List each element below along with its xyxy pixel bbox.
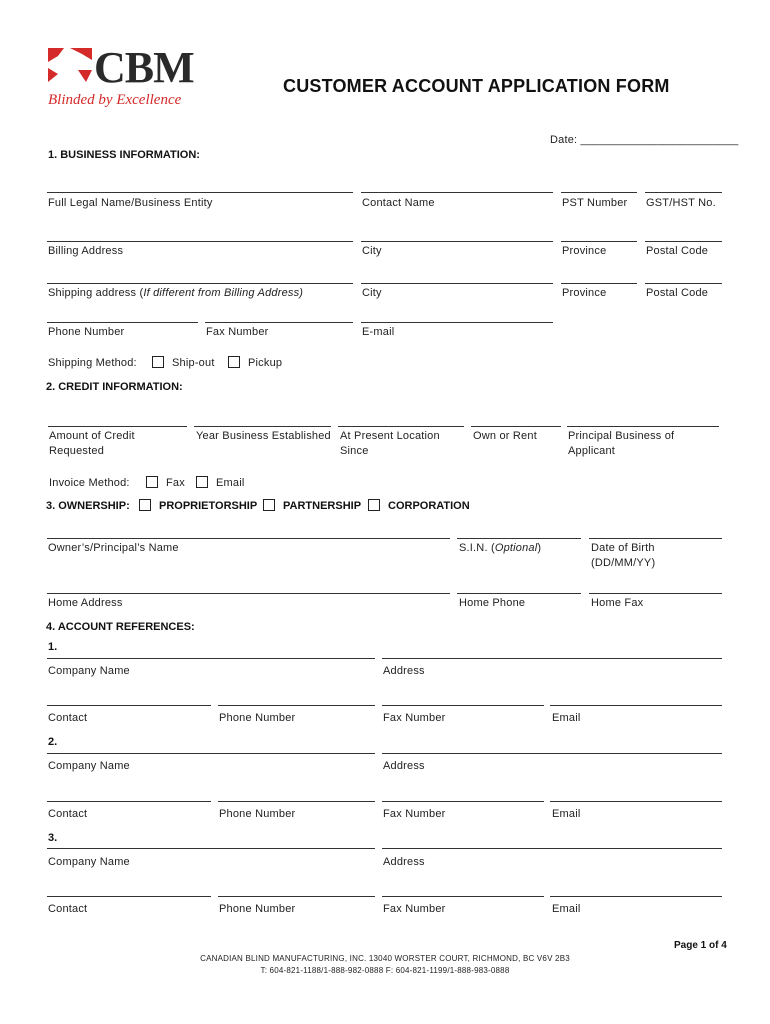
legal-name-label: Full Legal Name/Business Entity: [48, 197, 213, 209]
page-number: Page 1 of 4: [674, 940, 727, 951]
ship-out-label: Ship-out: [172, 357, 215, 369]
ref3-phone-label: Phone Number: [219, 903, 296, 915]
home-fax-label: Home Fax: [591, 597, 644, 609]
legal-name-line[interactable]: [47, 192, 353, 193]
logo-text: CBM: [94, 43, 194, 92]
billing-address-label: Billing Address: [48, 245, 124, 257]
ref1-company-label: Company Name: [48, 665, 130, 677]
ref1-email-line[interactable]: [550, 705, 722, 706]
ref2-fax-line[interactable]: [382, 801, 544, 802]
date-field[interactable]: Date: _________________________: [550, 134, 739, 146]
ref2-address-label: Address: [383, 760, 425, 772]
invoice-fax-checkbox[interactable]: [146, 476, 158, 488]
dob-label: Date of Birth (DD/MM/YY): [591, 542, 656, 569]
contact-name-label: Contact Name: [362, 197, 435, 209]
footer-contact: T: 604-821-1188/1-888-982-0888 F: 604-821-1199/1-888-983-0888: [260, 966, 510, 975]
phone-line[interactable]: [47, 322, 198, 323]
shipping-postal-label: Postal Code: [646, 287, 709, 299]
ref1-phone-line[interactable]: [218, 705, 375, 706]
phone-label: Phone Number: [48, 326, 125, 338]
ref1-company-line[interactable]: [47, 658, 375, 659]
pickup-label: Pickup: [248, 357, 283, 369]
ref3-company-line[interactable]: [47, 848, 375, 849]
year-established-line[interactable]: [194, 426, 331, 427]
gst-label: GST/HST No.: [646, 197, 716, 209]
email-label: E-mail: [362, 326, 395, 338]
dob-line[interactable]: [589, 538, 722, 539]
ref3-fax-label: Fax Number: [383, 903, 446, 915]
ref3-phone-line[interactable]: [218, 896, 375, 897]
billing-city-label: City: [362, 245, 382, 257]
owner-name-label: Owner’s/Principal’s Name: [48, 542, 179, 554]
ref2-email-line[interactable]: [550, 801, 722, 802]
pst-label: PST Number: [562, 197, 628, 209]
shipping-province-line[interactable]: [561, 283, 637, 284]
billing-postal-line[interactable]: [645, 241, 722, 242]
principal-business-label: Principal Business of Applicant: [568, 430, 675, 457]
ref1-contact-line[interactable]: [47, 705, 211, 706]
ref1-address-label: Address: [383, 665, 425, 677]
ref2-fax-label: Fax Number: [383, 808, 446, 820]
home-phone-label: Home Phone: [459, 597, 526, 609]
proprietorship-label: PROPRIETORSHIP: [159, 500, 258, 512]
principal-business-line[interactable]: [567, 426, 719, 427]
pst-line[interactable]: [561, 192, 637, 193]
home-phone-line[interactable]: [457, 593, 581, 594]
shipping-postal-line[interactable]: [645, 283, 722, 284]
present-location-line[interactable]: [338, 426, 464, 427]
ref3-address-line[interactable]: [382, 848, 722, 849]
shipping-city-label: City: [362, 287, 382, 299]
owner-name-line[interactable]: [47, 538, 450, 539]
invoice-email-checkbox[interactable]: [196, 476, 208, 488]
fax-line[interactable]: [205, 322, 353, 323]
ref1-contact-label: Contact: [48, 712, 88, 724]
ref2-email-label: Email: [552, 808, 581, 820]
invoice-method-label: Invoice Method:: [49, 477, 130, 489]
form-title: CUSTOMER ACCOUNT APPLICATION FORM: [283, 76, 670, 96]
ref1-email-label: Email: [552, 712, 581, 724]
sin-label: S.I.N. (Optional): [459, 542, 542, 554]
section-references-header: 4. ACCOUNT REFERENCES:: [46, 621, 195, 633]
shipping-city-line[interactable]: [361, 283, 553, 284]
ref3-address-label: Address: [383, 856, 425, 868]
shipping-address-label: Shipping address (If different from Billing Address): [48, 287, 304, 299]
credit-amount-label: Amount of Credit Requested: [49, 430, 135, 457]
shipping-method-label: Shipping Method:: [48, 357, 137, 369]
ref2-contact-label: Contact: [48, 808, 88, 820]
billing-city-line[interactable]: [361, 241, 553, 242]
ref1-phone-label: Phone Number: [219, 712, 296, 724]
ref2-phone-label: Phone Number: [219, 808, 296, 820]
ref3-contact-label: Contact: [48, 903, 88, 915]
pickup-checkbox[interactable]: [228, 356, 240, 368]
billing-province-line[interactable]: [561, 241, 637, 242]
present-location-label: At Present Location Since: [340, 430, 440, 457]
partnership-label: PARTNERSHIP: [283, 500, 362, 512]
ref1-fax-label: Fax Number: [383, 712, 446, 724]
gst-line[interactable]: [645, 192, 722, 193]
email-line[interactable]: [361, 322, 553, 323]
ref3-fax-line[interactable]: [382, 896, 544, 897]
ship-out-checkbox[interactable]: [152, 356, 164, 368]
ref2-phone-line[interactable]: [218, 801, 375, 802]
own-rent-line[interactable]: [471, 426, 561, 427]
corporation-checkbox[interactable]: [368, 499, 380, 511]
own-rent-label: Own or Rent: [473, 430, 537, 442]
home-address-label: Home Address: [48, 597, 123, 609]
ref2-company-label: Company Name: [48, 760, 130, 772]
ref2-number: 2.: [48, 736, 58, 748]
billing-province-label: Province: [562, 245, 607, 257]
ref1-address-line[interactable]: [382, 658, 722, 659]
sin-line[interactable]: [457, 538, 581, 539]
invoice-fax-label: Fax: [166, 477, 185, 489]
ref3-contact-line[interactable]: [47, 896, 211, 897]
billing-address-line[interactable]: [47, 241, 353, 242]
partnership-checkbox[interactable]: [263, 499, 275, 511]
ref2-company-line[interactable]: [47, 753, 375, 754]
shipping-province-label: Province: [562, 287, 607, 299]
section-credit-header: 2. CREDIT INFORMATION:: [46, 381, 183, 393]
ref1-number: 1.: [48, 641, 58, 653]
contact-name-line[interactable]: [361, 192, 553, 193]
logo-tagline: Blinded by Excellence: [48, 92, 182, 108]
ref3-company-label: Company Name: [48, 856, 130, 868]
year-established-label: Year Business Established: [196, 430, 331, 442]
home-address-line[interactable]: [47, 593, 450, 594]
cbm-logo-mark: [48, 48, 92, 90]
credit-amount-line[interactable]: [48, 426, 187, 427]
home-fax-line[interactable]: [589, 593, 722, 594]
shipping-address-line[interactable]: [47, 283, 353, 284]
ref2-contact-line[interactable]: [47, 801, 211, 802]
section-business-header: 1. BUSINESS INFORMATION:: [48, 149, 200, 161]
corporation-label: CORPORATION: [388, 500, 470, 512]
ref1-fax-line[interactable]: [382, 705, 544, 706]
ref2-address-line[interactable]: [382, 753, 722, 754]
ref3-email-label: Email: [552, 903, 581, 915]
fax-label: Fax Number: [206, 326, 269, 338]
ref3-number: 3.: [48, 832, 58, 844]
invoice-email-label: Email: [216, 477, 245, 489]
cbm-logo: [46, 44, 216, 114]
ref3-email-line[interactable]: [550, 896, 722, 897]
footer-address: CANADIAN BLIND MANUFACTURING, INC. 13040 WORSTER COURT, RICHMOND, BC V6V 2B3: [200, 954, 570, 963]
proprietorship-checkbox[interactable]: [139, 499, 151, 511]
section-ownership-header: 3. OWNERSHIP:: [46, 500, 130, 512]
billing-postal-label: Postal Code: [646, 245, 709, 257]
